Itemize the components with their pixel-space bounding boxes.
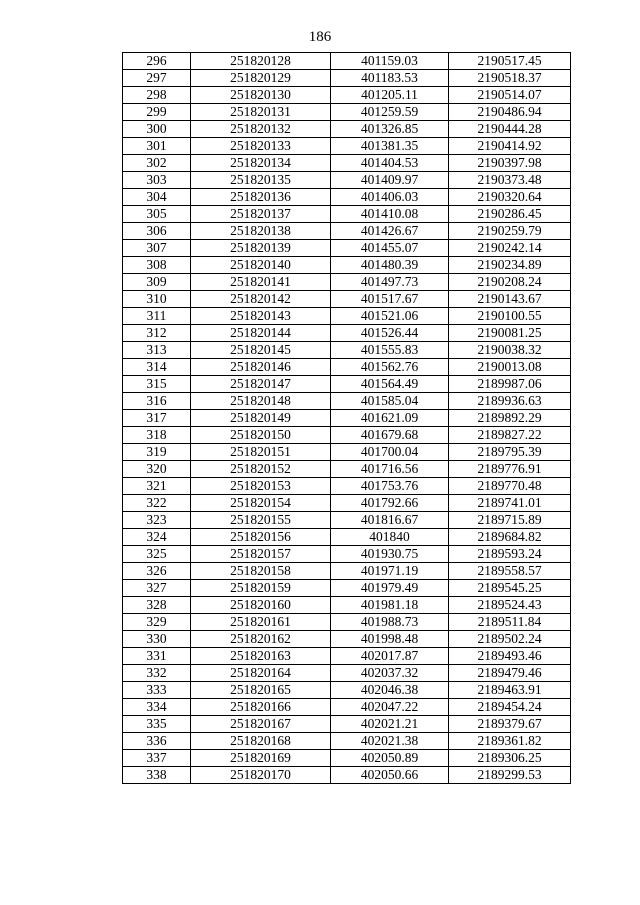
x-coordinate-cell: 402021.21: [331, 716, 449, 733]
point-id-cell: 251820135: [191, 172, 331, 189]
point-number-cell: 317: [123, 410, 191, 427]
y-coordinate-cell: 2190286.45: [449, 206, 571, 223]
table-row: [123, 189, 571, 206]
point-number-cell: 327: [123, 580, 191, 597]
y-coordinate-cell: 2189936.63: [449, 393, 571, 410]
table-row: [123, 308, 571, 325]
x-coordinate-cell: 401564.49: [331, 376, 449, 393]
x-coordinate-cell: 402046.38: [331, 682, 449, 699]
x-coordinate-cell: 401621.09: [331, 410, 449, 427]
x-coordinate-cell: 401480.39: [331, 257, 449, 274]
x-coordinate-cell: 401205.11: [331, 87, 449, 104]
y-coordinate-cell: 2190208.24: [449, 274, 571, 291]
table-row: [123, 716, 571, 733]
table-row: [123, 427, 571, 444]
table-row: [123, 240, 571, 257]
table-row: [123, 563, 571, 580]
point-id-cell: 251820149: [191, 410, 331, 427]
table-row: [123, 274, 571, 291]
point-number-cell: 330: [123, 631, 191, 648]
x-coordinate-cell: 401409.97: [331, 172, 449, 189]
x-coordinate-cell: 402047.22: [331, 699, 449, 716]
point-id-cell: 251820131: [191, 104, 331, 121]
table-row: [123, 257, 571, 274]
point-number-cell: 299: [123, 104, 191, 121]
y-coordinate-cell: 2189493.46: [449, 648, 571, 665]
point-id-cell: 251820167: [191, 716, 331, 733]
x-coordinate-cell: 401840: [331, 529, 449, 546]
point-id-cell: 251820158: [191, 563, 331, 580]
x-coordinate-cell: 402021.38: [331, 733, 449, 750]
point-number-cell: 318: [123, 427, 191, 444]
point-number-cell: 337: [123, 750, 191, 767]
table-row: [123, 750, 571, 767]
y-coordinate-cell: 2190234.89: [449, 257, 571, 274]
point-id-cell: 251820133: [191, 138, 331, 155]
y-coordinate-cell: 2190517.45: [449, 53, 571, 70]
table-row: [123, 53, 571, 70]
x-coordinate-cell: 401426.67: [331, 223, 449, 240]
x-coordinate-cell: 401404.53: [331, 155, 449, 172]
point-id-cell: 251820143: [191, 308, 331, 325]
x-coordinate-cell: 401753.76: [331, 478, 449, 495]
table-row: [123, 121, 571, 138]
point-id-cell: 251820142: [191, 291, 331, 308]
y-coordinate-cell: 2189987.06: [449, 376, 571, 393]
point-id-cell: 251820155: [191, 512, 331, 529]
x-coordinate-cell: 401410.08: [331, 206, 449, 223]
point-number-cell: 331: [123, 648, 191, 665]
point-number-cell: 334: [123, 699, 191, 716]
point-id-cell: 251820140: [191, 257, 331, 274]
point-id-cell: 251820130: [191, 87, 331, 104]
point-id-cell: 251820162: [191, 631, 331, 648]
point-number-cell: 309: [123, 274, 191, 291]
y-coordinate-cell: 2190143.67: [449, 291, 571, 308]
point-number-cell: 320: [123, 461, 191, 478]
point-id-cell: 251820146: [191, 359, 331, 376]
table-row: [123, 172, 571, 189]
point-number-cell: 332: [123, 665, 191, 682]
point-id-cell: 251820154: [191, 495, 331, 512]
y-coordinate-cell: 2189715.89: [449, 512, 571, 529]
x-coordinate-cell: 401792.66: [331, 495, 449, 512]
point-number-cell: 308: [123, 257, 191, 274]
table-row: [123, 495, 571, 512]
x-coordinate-cell: 401562.76: [331, 359, 449, 376]
point-number-cell: 303: [123, 172, 191, 189]
y-coordinate-cell: 2190373.48: [449, 172, 571, 189]
y-coordinate-cell: 2189379.67: [449, 716, 571, 733]
table-row: [123, 529, 571, 546]
x-coordinate-cell: 401159.03: [331, 53, 449, 70]
point-number-cell: 312: [123, 325, 191, 342]
point-number-cell: 311: [123, 308, 191, 325]
table-row: [123, 410, 571, 427]
x-coordinate-cell: 401521.06: [331, 308, 449, 325]
point-id-cell: 251820168: [191, 733, 331, 750]
y-coordinate-cell: 2189511.84: [449, 614, 571, 631]
y-coordinate-cell: 2190013.08: [449, 359, 571, 376]
x-coordinate-cell: 401998.48: [331, 631, 449, 648]
table-row: [123, 648, 571, 665]
y-coordinate-cell: 2190414.92: [449, 138, 571, 155]
y-coordinate-cell: 2189361.82: [449, 733, 571, 750]
point-number-cell: 336: [123, 733, 191, 750]
y-coordinate-cell: 2189795.39: [449, 444, 571, 461]
point-number-cell: 314: [123, 359, 191, 376]
x-coordinate-cell: 401517.67: [331, 291, 449, 308]
point-id-cell: 251820134: [191, 155, 331, 172]
x-coordinate-cell: 401326.85: [331, 121, 449, 138]
x-coordinate-cell: 402050.89: [331, 750, 449, 767]
y-coordinate-cell: 2189463.91: [449, 682, 571, 699]
x-coordinate-cell: 402017.87: [331, 648, 449, 665]
point-id-cell: 251820166: [191, 699, 331, 716]
y-coordinate-cell: 2189454.24: [449, 699, 571, 716]
y-coordinate-cell: 2189684.82: [449, 529, 571, 546]
point-id-cell: 251820164: [191, 665, 331, 682]
point-number-cell: 301: [123, 138, 191, 155]
y-coordinate-cell: 2189593.24: [449, 546, 571, 563]
y-coordinate-cell: 2189524.43: [449, 597, 571, 614]
page-number: 186: [308, 29, 332, 45]
y-coordinate-cell: 2189299.53: [449, 767, 571, 784]
point-number-cell: 297: [123, 70, 191, 87]
y-coordinate-cell: 2189770.48: [449, 478, 571, 495]
point-id-cell: 251820170: [191, 767, 331, 784]
y-coordinate-cell: 2190518.37: [449, 70, 571, 87]
point-id-cell: 251820128: [191, 53, 331, 70]
point-number-cell: 335: [123, 716, 191, 733]
point-id-cell: 251820148: [191, 393, 331, 410]
x-coordinate-cell: 402050.66: [331, 767, 449, 784]
point-number-cell: 333: [123, 682, 191, 699]
table-row: [123, 682, 571, 699]
table-row: [123, 767, 571, 784]
point-id-cell: 251820161: [191, 614, 331, 631]
point-id-cell: 251820139: [191, 240, 331, 257]
table-row: [123, 733, 571, 750]
x-coordinate-cell: 401497.73: [331, 274, 449, 291]
point-number-cell: 305: [123, 206, 191, 223]
y-coordinate-cell: 2190320.64: [449, 189, 571, 206]
table-row: [123, 512, 571, 529]
point-number-cell: 296: [123, 53, 191, 70]
x-coordinate-cell: 401406.03: [331, 189, 449, 206]
table-row: [123, 87, 571, 104]
y-coordinate-cell: 2190397.98: [449, 155, 571, 172]
point-id-cell: 251820157: [191, 546, 331, 563]
point-id-cell: 251820145: [191, 342, 331, 359]
table-row: [123, 580, 571, 597]
point-id-cell: 251820165: [191, 682, 331, 699]
point-id-cell: 251820141: [191, 274, 331, 291]
y-coordinate-cell: 2190081.25: [449, 325, 571, 342]
y-coordinate-cell: 2189306.25: [449, 750, 571, 767]
x-coordinate-cell: 401816.67: [331, 512, 449, 529]
point-id-cell: 251820137: [191, 206, 331, 223]
x-coordinate-cell: 401988.73: [331, 614, 449, 631]
table-row: [123, 478, 571, 495]
point-number-cell: 310: [123, 291, 191, 308]
point-number-cell: 325: [123, 546, 191, 563]
table-row: [123, 444, 571, 461]
x-coordinate-cell: 401183.53: [331, 70, 449, 87]
y-coordinate-cell: 2189776.91: [449, 461, 571, 478]
y-coordinate-cell: 2189479.46: [449, 665, 571, 682]
y-coordinate-cell: 2190038.32: [449, 342, 571, 359]
point-id-cell: 251820138: [191, 223, 331, 240]
y-coordinate-cell: 2190100.55: [449, 308, 571, 325]
point-id-cell: 251820163: [191, 648, 331, 665]
point-id-cell: 251820136: [191, 189, 331, 206]
table-row: [123, 70, 571, 87]
x-coordinate-cell: 401679.68: [331, 427, 449, 444]
y-coordinate-cell: 2190514.07: [449, 87, 571, 104]
x-coordinate-cell: 401555.83: [331, 342, 449, 359]
y-coordinate-cell: 2189558.57: [449, 563, 571, 580]
table-row: [123, 614, 571, 631]
table-row: [123, 393, 571, 410]
x-coordinate-cell: 401979.49: [331, 580, 449, 597]
point-number-cell: 338: [123, 767, 191, 784]
y-coordinate-cell: 2190444.28: [449, 121, 571, 138]
table-row: [123, 104, 571, 121]
point-number-cell: 328: [123, 597, 191, 614]
table-row: [123, 206, 571, 223]
table-row: [123, 376, 571, 393]
point-id-cell: 251820156: [191, 529, 331, 546]
table-row: [123, 325, 571, 342]
y-coordinate-cell: 2189502.24: [449, 631, 571, 648]
point-number-cell: 302: [123, 155, 191, 172]
point-id-cell: 251820159: [191, 580, 331, 597]
table-row: [123, 291, 571, 308]
point-id-cell: 251820160: [191, 597, 331, 614]
point-number-cell: 326: [123, 563, 191, 580]
x-coordinate-cell: 401455.07: [331, 240, 449, 257]
point-number-cell: 313: [123, 342, 191, 359]
point-id-cell: 251820169: [191, 750, 331, 767]
point-number-cell: 316: [123, 393, 191, 410]
point-number-cell: 322: [123, 495, 191, 512]
point-number-cell: 324: [123, 529, 191, 546]
table-row: [123, 155, 571, 172]
x-coordinate-cell: 401716.56: [331, 461, 449, 478]
table-row: [123, 461, 571, 478]
point-number-cell: 307: [123, 240, 191, 257]
point-number-cell: 298: [123, 87, 191, 104]
y-coordinate-cell: 2189827.22: [449, 427, 571, 444]
coordinates-table: [122, 52, 571, 784]
point-number-cell: 300: [123, 121, 191, 138]
point-id-cell: 251820147: [191, 376, 331, 393]
y-coordinate-cell: 2189892.29: [449, 410, 571, 427]
y-coordinate-cell: 2190486.94: [449, 104, 571, 121]
x-coordinate-cell: 401700.04: [331, 444, 449, 461]
point-number-cell: 304: [123, 189, 191, 206]
table-row: [123, 665, 571, 682]
point-id-cell: 251820153: [191, 478, 331, 495]
x-coordinate-cell: 401930.75: [331, 546, 449, 563]
table-row: [123, 546, 571, 563]
point-id-cell: 251820129: [191, 70, 331, 87]
point-id-cell: 251820152: [191, 461, 331, 478]
table-row: [123, 138, 571, 155]
point-number-cell: 315: [123, 376, 191, 393]
x-coordinate-cell: 401971.19: [331, 563, 449, 580]
table-row: [123, 597, 571, 614]
y-coordinate-cell: 2189741.01: [449, 495, 571, 512]
x-coordinate-cell: 402037.32: [331, 665, 449, 682]
coordinates-table-body: [123, 53, 571, 784]
x-coordinate-cell: 401585.04: [331, 393, 449, 410]
table-row: [123, 359, 571, 376]
point-number-cell: 321: [123, 478, 191, 495]
x-coordinate-cell: 401259.59: [331, 104, 449, 121]
point-id-cell: 251820151: [191, 444, 331, 461]
point-number-cell: 319: [123, 444, 191, 461]
point-id-cell: 251820132: [191, 121, 331, 138]
table-row: [123, 342, 571, 359]
x-coordinate-cell: 401381.35: [331, 138, 449, 155]
x-coordinate-cell: 401981.18: [331, 597, 449, 614]
point-number-cell: 306: [123, 223, 191, 240]
y-coordinate-cell: 2189545.25: [449, 580, 571, 597]
x-coordinate-cell: 401526.44: [331, 325, 449, 342]
point-id-cell: 251820144: [191, 325, 331, 342]
point-number-cell: 323: [123, 512, 191, 529]
table-row: [123, 631, 571, 648]
point-number-cell: 329: [123, 614, 191, 631]
table-row: [123, 223, 571, 240]
point-id-cell: 251820150: [191, 427, 331, 444]
table-row: [123, 699, 571, 716]
y-coordinate-cell: 2190242.14: [449, 240, 571, 257]
y-coordinate-cell: 2190259.79: [449, 223, 571, 240]
